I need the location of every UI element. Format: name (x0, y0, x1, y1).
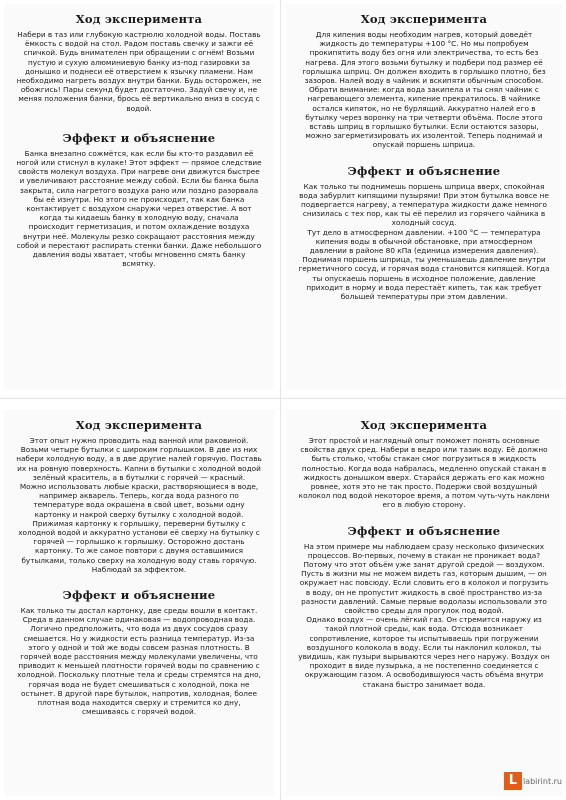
procedure-text-2: Можно использовать любые краски, растворяющиеся в воде, например акварель. Теперь, когда вода разного по температуре вода окрашена в свой цвет, возьми одну картонку и накрой сверху бутылку с холодной водой. Прижимая картонку к горлышку, переверни бутылку с холодной водой и аккуратно установи её сверху на бутылку с горячей — горлышко к горлышку. Осторожно достань картонку. То же самое повтори с двумя оставшимися бутылками, только сверху на холодную воду ставь горячую. Наблюдай за эффектом. (18, 482, 260, 574)
procedure-text: Для кипения воды необходим нагрев, который доведёт жидкость до температуры +100 °С. Но мы попробуем прокипятить воду без огня или электричества, то есть без нагрева. Для этого возьми бутылку и подбери под размер её горлышка шприц. Он должен входить в горлышко плотно, без зазоров. Налей воду в чайник и вскипяти обычным способом. Обрати внимание: когда вода закипела и ты снял чайник с нагревающего элемента, кипение прекратилось. В чайнике остался кипяток, но не бурлящий. Аккуратно налей его в бутылку через воронку на три четверти объёма. После этого вставь шприц в горлышко бутылки. Если остаются зазоры, можно загерметизировать их изолентой. Теперь поднимай и опускай поршень шприца. (302, 30, 546, 150)
card-heading-procedure: Ход эксперимента (75, 418, 203, 432)
procedure-text: Набери в таз или глубокую кастрюлю холодной воды. Поставь ёмкость с водой на стол. Радом поставь свечку и зажги её спичкой. Будь внимателен при обращении с огнём! Возьми пустую и сухую алюминиевую банку из-под газировки за донышко и поднеси её отверстием к язычку пламени. Нам необходимо нагреть воздух внутри банки. Будь осторожен, не обожгись! Пары секунд будет достаточно. Задуй свечу и, не меняя положения банки, брось её вертикально вниз в сосуд с водой. (16, 30, 262, 113)
card-air-bell-experiment (286, 410, 562, 796)
procedure-text: Этот опыт нужно проводить над ванной или раковиной. Возьми четыре бутылки с широким горлышком. В две из них набери холодную воду, а в две другие налей горячую. Поставь их на ровную поверхность. Капни в бутылки с холодной водой зелёный краситель, а в бутылки с горячей — красный. (16, 436, 262, 482)
procedure-text: Этот простой и наглядный опыт поможет понять основные свойства двух сред. Набери в ведро или тазик воду. Её должно быть столько, чтобы стакан смог погрузиться в жидкость полностью. Когда вода набралась, медленно опускай стакан в жидкость донышком вверх. Старайся держать его как можно ровнее, хотя это не так просто. Подержи свой воздушный колокол под водой некоторое время, а потом чуть-чуть наклони его в любую сторону. (298, 436, 550, 510)
card-can-experiment (4, 4, 274, 389)
card-heading-explanation: Эффект и объяснение (62, 588, 216, 603)
card-heading-procedure: Ход эксперимента (75, 12, 203, 26)
explanation-text: На этом примере мы наблюдаем сразу несколько физических процессов. Во-первых, почему в стакан не проникает вода? Потому что этот объём уже занят другой средой — воздухом. Пусть в жизни мы не можем видеть газ, которым дышим, — он окружает нас повсюду. Если словить его в колокол и погрузить в воду, он не пропустит жидкость в своё пространство из-за разности давлений. Самые первые водолазы использовали это свойство среды для прогулок под водой. (299, 541, 549, 616)
explanation-text-2: Однако воздух — очень лёгкий газ. Он стремится наружу из такой плотной среды, как вода. Отсюда возникает сопротивление, которое ты испытываешь при погружении воздушного колокола в воду. Если ты наклонил колокол, ты увидишь, как пузыри вырываются через него наружу. Воздух он проходит в виде пузырька, а не постепенно соединяется с окружающим газом. А освободившуюся часть объёма внутри стакана быстро занимает вода. (298, 615, 550, 689)
explanation-text: Как только ты поднимешь поршень шприца вверх, спокойная вода забурлит кипящими пузырями! При этом бутылка вовсе не подвергается нагреву, а температура жидкости даже немного снизилась с тех пор, как ты её перелил из горячего чайника в холодный сосуд. (299, 181, 549, 228)
labirint-logo-icon: L (504, 772, 522, 790)
watermark-logo (504, 771, 562, 791)
watermark-text: labirint.ru (522, 776, 562, 786)
card-heading-explanation: Эффект и объяснение (347, 163, 501, 178)
horizontal-divider (0, 398, 566, 399)
vertical-divider (280, 0, 281, 800)
card-heading-explanation: Эффект и объяснение (347, 523, 501, 538)
card-boiling-experiment (286, 4, 562, 389)
card-heading-procedure: Ход эксперимента (360, 12, 488, 26)
card-heading-procedure: Ход эксперимента (360, 418, 488, 432)
card-density-experiment (4, 410, 274, 796)
card-heading-explanation: Эффект и объяснение (62, 130, 216, 145)
explanation-text: Как только ты достал картонку, две среды вошли в контакт. Среда в данном случае одинаковая — водопроводная вода. Логично предположить, что вода из двух сосудов сразу смешается. Но у жидкости есть разница температур. Из-за этого у одной и той же воды совсем разная плотность. В горячей воде расстояния между молекулами увеличены, что приводит к меньшей плотности горячей воды по сравнению с холодной. Поскольку плотные тела и среды стремятся на дно, горячая вода не будет смешиваться с холодной, пока не остынет. В другой паре бутылок, напротив, холодная, более плотная вода находится сверху и стремится ко дну, смешиваясь с горячей водой. (17, 606, 261, 717)
explanation-text-2: Тут дело в атмосферном давлении. +100 °С — температура кипения воды в обычной обстановке, при атмосферном давлении в районе 80 кПа (единица измерения давления). Поднимая поршень шприца, ты уменьшаешь давление внутри герметичного сосуд, и горячая вода становится кипящей. Когда ты опускаешь поршень в исходное положение, давление приходит в норму и вода перестаёт кипеть, так как требует большей температуры при этом давлении. (298, 227, 550, 302)
explanation-text: Банка внезапно сожмётся, как если бы кто-то раздавил её ногой или стиснул в кулаке! Этот эффект — прямое следствие свойств молекул воздуха. При нагреве они движутся быстрее и увеличивают расстояние между собой. Если бы банка была закрыта, сила нагретого воздуха рано или поздно разорвала бы её изнутри. Но этого не происходит, так как банка контактирует с воздухом снаружи через отверстие. А вот когда ты кидаешь банку в холодную воду, сначала происходит герметизация, и потом охлаждение воздуха внутри неё. Молекулы резко сокращают расстояния между собой и перестают распирать стенки банки. Даже небольшого давления воды хватает, чтобы мгновенно смять банку всмятку. (16, 148, 262, 269)
